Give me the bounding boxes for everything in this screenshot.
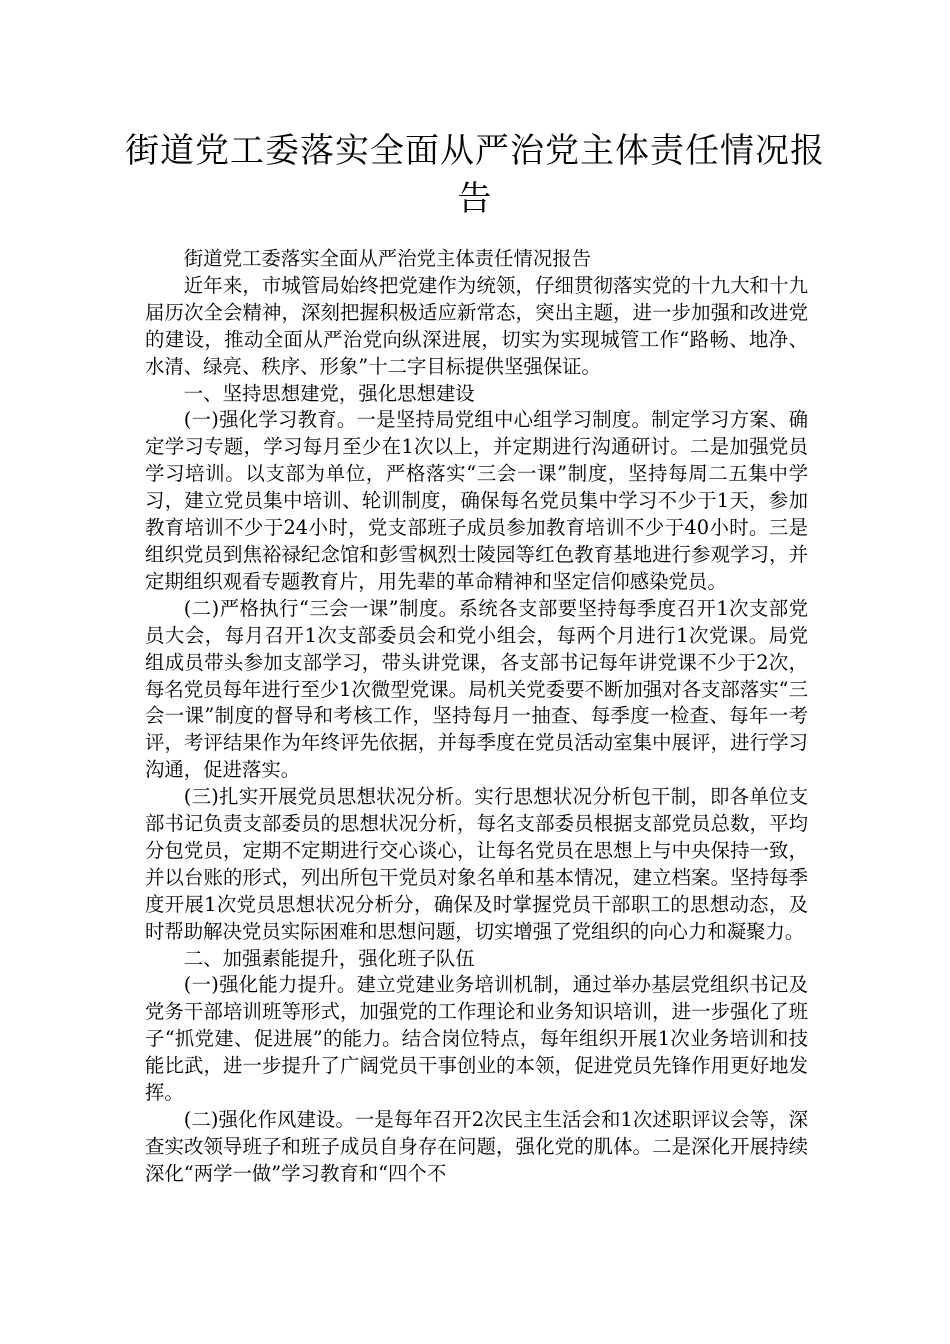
- subtitle-line: 街道党工委落实全面从严治党主体责任情况报告: [183, 247, 591, 270]
- paragraph-1-2: (二)严格执行“三会一课”制度。系统各支部要坚持每季度召开1次支部党员大会，每月召开1次支部委员会和党小组会，每两个月进行1次党课。局党组成员带头参加支部学习，带头讲党课，各支部书记每年讲党课不少于2次，每名党员每年进行至少1次微型党课。局机关党委要不断加强对各支部落实“三会一课”制度的督导和考核工作，坚持每月一抽查、每季度一检查、每年一考评，考评结果作为年终评先依据，并每季度在党员活动室集中展评，进行学习沟通，促进落实。: [145, 596, 808, 782]
- document-title: 街道党工委落实全面从严治党主体责任情况报告: [125, 131, 825, 219]
- paragraph-1-3: (三)扎实开展党员思想状况分析。实行思想状况分析包干制，即各单位支部书记负责支部委员的思想状况分析，每名支部委员根据支部党员总数，平均分包党员，定期不定期进行交心谈心，让每名党员在思想上与中央保持一致，并以台账的形式，列出所包干党员对象名单和基本情况，建立档案。坚持每季度开展1次党员思想状况分析分，确保及时掌握党员干部职工的思想动态，及时帮助解决党员实际困难和思想问题，切实增强了党组织的向心力和凝聚力。: [145, 785, 808, 943]
- section-heading-1: 一、坚持思想建党，强化思想建设: [183, 381, 475, 405]
- paragraph-2-1: (一)强化能力提升。建立党建业务培训机制，通过举办基层党组织书记及党务干部培训班等形式，加强党的工作理论和业务知识培训，进一步强化了班子“抓党建、促进展”的能力。结合岗位特点，每年组织开展1次业务培训和技能比武，进一步提升了广阔党员干事创业的本领，促进党员先锋作用更好地发挥。: [145, 973, 808, 1105]
- section-heading-2: 二、加强素能提升，强化班子队伍: [183, 946, 475, 970]
- paragraph-2-2: (二)强化作风建设。一是每年召开2次民主生活会和1次述职评议会等，深查实改领导班子和班子成员自身存在问题，强化党的肌体。二是深化开展持续深化“两学一做”学习教育和“四个不: [145, 1108, 808, 1185]
- paragraph-1-1: (一)强化学习教育。一是坚持局党组中心组学习制度。制定学习方案、确定学习专题，学习每月至少在1次以上，并定期进行沟通研讨。二是加强党员学习培训。以支部为单位，严格落实“三会一课”制度，坚持每周二五集中学习，建立党员集中培训、轮训制度，确保每名党员集中学习不少于1天，参加教育培训不少于24小时，党支部班子成员参加教育培训不少于40小时。三是组织党员到焦裕禄纪念馆和彭雪枫烈士陵园等红色教育基地进行参观学习，并定期组织观看专题教育片，用先辈的革命精神和坚定信仰感染党员。: [145, 408, 808, 593]
- intro-paragraph: 近年来，市城管局始终把党建作为统领，仔细贯彻落实党的十九大和十九届历次全会精神，深刻把握积极适应新常态，突出主题，进一步加强和改进党的建设，推动全面从严治党向纵深进展，切实为实现城管工作“路畅、地净、水清、绿亮、秩序、形象”十二字目标提供坚强保证。: [145, 273, 808, 378]
- document-body: [145, 246, 808, 1188]
